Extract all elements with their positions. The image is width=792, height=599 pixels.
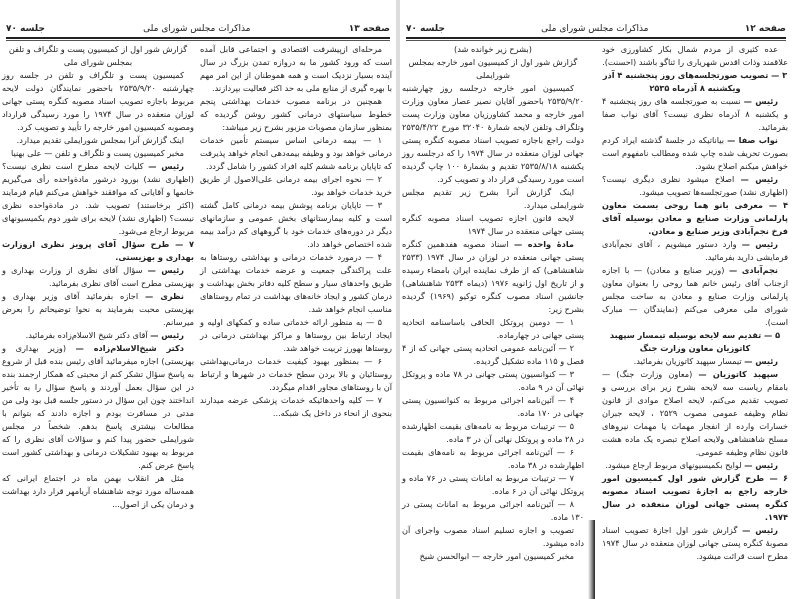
- paragraph: [2, 69, 194, 134]
- paragraph-text: مخبر کمیسیون امور خارجه — ابوالحسن شیخ: [419, 551, 574, 561]
- paragraph-text: سؤال آقای نظری از وزارت بهداری و بهزیستی مطرح است آقای نظری بفرمائید.: [2, 265, 194, 288]
- paragraph-text: ۷ — ترتیبات مربوط به امانات پستی در ۷۶ ماده و پروتکل نهائی آن در ۶ ماده.: [402, 473, 584, 496]
- section-heading: [602, 69, 788, 95]
- paragraph-text: ۶ — بمنظور بهبود کیفیت خدمات درمانی‌بهداشتی روستائیان و بالا بردن سطح خدمات در شهرها و ارتباط آن با روستاهای مجاور اقدام میگردد.: [200, 356, 392, 392]
- paragraph-text: گزارش شور اول از کمیسیون امور خارجه بمجلس شورایملی: [408, 57, 578, 80]
- paragraph: [402, 342, 584, 368]
- speaker-name: رئیس —: [744, 460, 778, 470]
- paragraph-text: تصویب و اجازه تسلیم اسناد مصوب واجرای آن داده میشود.: [402, 525, 584, 548]
- paragraph-text: اینک گزارش آنرا بشرح زیر تقدیم مجلس شورایملی میدارد.: [402, 187, 584, 210]
- speaker-name: دکتر شیخ‌الاسلام‌زاده —: [75, 343, 184, 353]
- paragraph-text: ۲ — نحوه اجرای بیمه درمانی علی‌الاصول از طریق خرید خدمات خواهد بود.: [200, 174, 392, 197]
- paragraph: [602, 459, 788, 472]
- paragraph-text: ۵ — به منظور ارائه خدماتی ساده و کمکهای اولیه و ایجاد ارتباط بین روستاها و مراکز بهداشتی درمانی در روستاها بهورز تربیت خواهد شد.: [200, 317, 392, 353]
- paragraph-text: اسناد مصوبه هفدهمین کنگره پستی جهانی منعقده در لوزان در سال ۱۹۷۴ (۲۵۳۳ شاهنشاهی) که از طرف نماینده ایران بامضاء رسیده و از تاریخ اول ژانویه ۱۹۷۶ (دیماه ۲۵۳۴ شاهنشاهی) جانشین اسناد مصوب کنگره توکیو (۱۹۶۹) گردیده بشرح زیر:: [402, 239, 584, 314]
- paragraph-text: ۲ — آئین‌نامه عمومی اتحادیه پستی جهانی که از ۴ فصل و ۱۱۵ ماده تشکیل گردیده.: [402, 343, 584, 366]
- paragraph: [200, 199, 392, 251]
- speaker-name: رئیس —: [741, 239, 778, 249]
- paragraph: [402, 43, 584, 56]
- paragraph-text: (وزیر صنایع و معادن) — با اجازه ازجناب آقای رئیس خانم هما روحی را بعنوان معاون پارلمانی وزارت صنایع و معادن به ساحت مجلس شورای ملی معرفی می‌کنم (نمایندگان — مبارک است).: [602, 265, 788, 327]
- paragraph: [402, 238, 584, 316]
- speaker-name: رئیس —: [148, 161, 185, 171]
- paragraph: [2, 264, 194, 290]
- paragraph-text: نسبت به صورتجلسه های روز پنجشنبه ۴ و یکشنبه ۸ آذرماه نظری نیست؟ آقای نواب صفا بفرمائید.: [602, 96, 788, 132]
- paragraph-text: اجازه بفرمائید آقای وزیر بهداری و بهزیستی محبت بفرمایند به نحوا توضیحاتم را بعرض میرسانم.: [2, 291, 194, 327]
- paragraph: [402, 186, 584, 212]
- paragraph-text: ۵ — تقدیم سه لایحه بوسیله تیمسار سپهبد کاتوزیان معاون وزارت جنگ: [609, 330, 781, 353]
- paragraph: [2, 147, 194, 160]
- page-number: صفحه ۱۲: [744, 24, 786, 34]
- paragraph-text: ۶ — آئین‌نامه اجرائی مربوط به نامه‌های بقیمت اظهارشده در ۳۸ ماده.: [402, 447, 584, 470]
- publication-title: مذاکرات مجلس شورای ملی: [143, 24, 251, 34]
- paragraph-text: ۳ — تصویب صورتجلسه‌های روز پنجشنبه ۴ آذر ویکشنبه ۸ آذرماه ۲۵۳۵: [602, 70, 788, 93]
- scan-edge-shadow: [588, 520, 595, 599]
- paragraph-text: (بشرح زیر خوانده شد): [454, 44, 532, 54]
- paragraph-text: کمیسیون امور خارجه درجلسه روز چهارشنبه ۲۵۳۵/۹/۲۰ باحضور آقایان نصیر عصار معاون وزارت امور خارجه و محمد کشاورزیان معاون وزارت پست وتلگراف وتلفن لایحه شمارهٔ ۳۲۰۴۰ مورخ ۲۵۳۵/۴/۲۲ دولت راجع باجازه تصویب اسناد مصوبه کنگره پستی جهانی لوزان منعقده در سال ۱۹۷۴ را که درجلسه روز یکشنبه ۲۵۳۵/۸/۱۸ تقدیم و بشمارهٔ ۱۰۰ چاپ گردیده است مورد رسیدگی قرار داد و تصویب کرد.: [402, 83, 584, 184]
- speaker-name: رئیس —: [742, 525, 778, 535]
- section-heading: [2, 238, 194, 264]
- paragraph: [402, 524, 584, 550]
- paragraph-text: گزارش شور اول از کمیسیون پست و تلگراف و تلفن بمجلس شورای ملی: [8, 44, 188, 67]
- paragraph: [2, 134, 194, 147]
- session-number: جلسه ۷۰: [6, 24, 45, 34]
- paragraph: [2, 160, 194, 238]
- right-page: [400, 0, 792, 599]
- paragraph: [602, 238, 788, 264]
- paragraph: [2, 329, 194, 342]
- paragraph: [2, 342, 194, 472]
- paragraph: [402, 550, 584, 563]
- paragraph: [602, 355, 788, 368]
- paragraph-text: آقای دکتر شیخ الاسلام‌زاده بفرمائید.: [25, 330, 148, 340]
- paragraph-text: همچنین در برنامه مصوب خدمات بهداشتی پنجم خطوط سیاستهای درمانی کشور روشن گردیده که بمنظور سازمان مصوبات مزبور بشرح زیر میباشد:: [200, 96, 392, 132]
- paragraph: [602, 264, 788, 329]
- speaker-name: نواب صفا —: [727, 135, 778, 145]
- paragraph-text: ۷ — کلیه واحدهائیکه خدمات پزشکی عرضه میدارند بنحوی از انحاء در داخل یک شبکه...: [200, 395, 392, 418]
- paragraph: [2, 43, 194, 69]
- paragraph-text: ۱ — دومین پروتکل الحاقی باساسنامه اتحادیه پستی جهانی در چهارماده.: [402, 317, 584, 340]
- page-number: صفحه ۱۳: [348, 24, 390, 34]
- paragraph-text: بیاناتیکه در جلسهٔ گذشته ایراد کردم بصورت تحریف شده چاپ شده ومطالب نامفهوم است خواهش میکنم اصلاح بشود.: [602, 135, 788, 171]
- paragraph-text: ۷ — طرح سؤال آقای پرویز نظری ازوزارت بهداری و بهزیستی.: [2, 239, 194, 262]
- session-number: جلسه ۷۰: [406, 24, 445, 34]
- paragraph: [200, 355, 392, 394]
- speaker-name: نظری —: [145, 291, 184, 301]
- paragraph: [402, 472, 584, 498]
- paragraph: [402, 446, 584, 472]
- paragraph-text: کلیات لایحه مطرح است نظری نیست؟ (اظهاری نشد) بورود درشور مادةواحده رأی می‌گیریم خانمها و آقایانی که موافقند خواهش می‌کنم قیام فرمایند (اکثر برخاستند) تصویب شد. در مادةواحده نظری نیست؟ (اظهاری نشد) لایحه برای شور دوم بکمیسیونهای مربوط ارجاع می‌شود.: [2, 161, 194, 236]
- paragraph-text: لوایح بکمیسیونهای مربوط ارجاع میشود.: [605, 460, 742, 470]
- speaker-name: رئیس —: [740, 174, 778, 184]
- header-rule: [406, 37, 786, 41]
- paragraph-text: ۴ — درمورد خدمات درمانی و بهداشتی روستاها به علت پراکندگی جمعیت و عرضه خدمات‌ بهداشتی از طریق واحدهای سیار و سطح کلیه دفاتر بخش بهداشت و درمان کشور و ایجاد خانه‌های بهداشت در تمام روستاهای مناسب انجام خواهد شد.: [200, 252, 392, 314]
- paragraph: [402, 56, 584, 82]
- paragraph-text: تیمسار سپهبد کاتوزیان بفرمائید.: [633, 356, 742, 366]
- paragraph-text: (معاون وزارت جنگ) — بامقام ریاست سه لایحه بشرح زیر برای بررسی و تصویب تقدیم می‌کنم، لایحه اصلاح موادی از قانون نظام وظیفه عمومی مصوب ۲۵۲۹ ، لایحه جبران خسارات وارده از انفجار مهمات یا مهمات نیروهای مسلح شاهنشاهی ولایحه اصلاح تبصره یک ماده هشت قانون نظام وظیفه عمومی.: [602, 369, 788, 457]
- speaker-name: رئیس —: [743, 96, 778, 106]
- paragraph-text: ۶ — طرح گزارش شور اول کمیسیون امور خارجه راجع به اجازهٔ تصویب اسناد مصوبه کنگره پستی جهانی لوزان منعقده در سال ۱۹۷۴.: [602, 473, 788, 522]
- paragraph-text: مرحله‌ای ازپیشرفت اقتصادی و اجتماعی قابل آمده است که ورود کشور ما به دروازه تمدن بزرگ در سال آینده بسیار نزدیک است و همه هموطنان از این امر مهم با بهره گیری از منابع ملی به حد اکثر فعالیت بپردازند.: [200, 44, 392, 93]
- section-heading: [602, 329, 788, 355]
- paragraph-text: ۴ — معرفی بانو هما روحی بسمت معاون پارلمانی وزارت صنایع و معادن بوسیله آقای فرخ نجم‌آبادی وزیر صنایع و معادن.: [602, 200, 788, 236]
- paragraph: [402, 420, 584, 446]
- paragraph-text: ۳ — تاپایان برنامه پوشش بیمه درمانی کامل گشته است و کلیه بیمارستانهای بخش عمومی و سازمانهای دیگر در دوره‌های خدمات خود با گروههای کم درآمد بیمه شده اختصاص خواهد داد.: [200, 200, 392, 249]
- paragraph: [602, 134, 788, 173]
- paragraph: [2, 290, 194, 329]
- paragraph-text: گزارش شور اول اجازهٔ تصویب اسناد مصوبهٔ کنگره پستی جهانی لوزان منعقده در سال ۱۹۷۴ مطرح است قرائت میشود.: [602, 525, 788, 561]
- paragraph: [200, 173, 392, 199]
- publication-title: مذاکرات مجلس شورای ملی: [541, 24, 649, 34]
- speaker-name: سپهبد کاتوزیان —: [698, 369, 778, 379]
- paragraph-text: اصلاح میشود نظری دیگری نیست؟ (اظهاری نشد) صورتجلسه‌ها تصویب میشود.: [602, 174, 788, 197]
- speaker-name: رئیس —: [150, 330, 184, 340]
- paragraph: [602, 43, 788, 69]
- section-heading: [602, 199, 788, 238]
- paragraph-text: لایحه قانون اجازه تصویب اسناد مصوبه کنگره پستی جهانی منعقده در سال ۱۹۷۴: [402, 213, 584, 236]
- paragraph: [602, 95, 788, 134]
- paragraph: [402, 394, 584, 420]
- paragraph-text: ۱ — بیمه درمانی اساس سیستم تأمین خدمات درمانی خواهد بود و وظیفه بیمه‌دهی انجام خواهد پذیرفت که تاپایان برنامه ششم کلیه افراد کشور را شامل گردد.: [200, 135, 392, 171]
- text-column-left: [200, 43, 392, 420]
- paragraph-text: ۴ — آئین‌نامه اجرائی مربوط به کنوانسیون پستی جهانی در ۱۷۰ ماده.: [402, 395, 584, 418]
- paragraph-text: مخبر کمیسیون پست و تلگراف و تلفن — علی بهنیا: [11, 148, 184, 158]
- paragraph: [200, 43, 392, 95]
- paragraph: [402, 316, 584, 342]
- paragraph: [402, 82, 584, 186]
- paragraph-text: عده کثیری از مردم شمال بکار کشاورزی خود علاقمند وذات اقدس شهریاری را ثناگو باشند (احسنت).: [602, 44, 788, 67]
- paragraph-text: ۵ — ترتیبات مربوط به نامه‌های بقیمت اظهارشده در ۲۸ ماده و پروتکل نهائی آن در ۳ ماده.: [402, 421, 584, 444]
- page-header: [6, 21, 390, 37]
- speaker-name: نجم‌آبادی —: [728, 265, 778, 275]
- paragraph-text: ۸ — آئین‌نامه اجرائی مربوط به امانات پستی در ۱۳۰ ماده.: [402, 499, 584, 522]
- speaker-name: رئیس —: [147, 265, 184, 275]
- speaker-name: رئیس —: [744, 356, 778, 366]
- paragraph-text: وارد دستور میشویم ، آقای نجم‌آبادی فرمایشی دارید بفرمائید.: [602, 239, 788, 262]
- text-column-right: [2, 43, 194, 511]
- paragraph: [200, 95, 392, 134]
- page-header: [406, 21, 786, 37]
- paragraph: [200, 394, 392, 420]
- paragraph: [602, 368, 788, 459]
- paragraph: [402, 368, 584, 394]
- section-heading: [602, 472, 788, 524]
- paragraph-text: کمیسیون پست و تلگراف و تلفن در جلسه روز چهارشنبه ۲۵۳۵/۹/۲۰ باحضور نمایندگان دولت لایحه مربوط باجازه تصویب اسناد مصوبه کنگره پستی جهانی لوزان منعقده در سال ۱۹۷۴ را مورد رسیدگی قرارداد ومصوبه کمیسیون امور خارجه را تأیید و تصویب کرد.: [2, 70, 195, 132]
- paragraph: [402, 212, 584, 238]
- text-column-right: [602, 43, 788, 563]
- paragraph-text: (وزیر بهداری و بهزیستی) اجازه میفرمائید آقای رئیس بنده قبل از شروع به پاسخ سؤال تشکر کنم از محبتی که همکار ارجمند بنده در این سؤال بعمل آوردند و پاسخ سؤال را به تأخیر انداختند چون این سؤال در دستور جلسه قبل بود ولی من مدتی در مسافرت بودم و اجازه دادند که بتوانم با مطالعات بیشتری پاسخ بدهم. شخصاً در مجلس شورایملی حضور پیدا کنم و سؤالات آقای نظری را که مربوط به بهبود تشکیلات درمانی و بهداشتی کشور است پاسخ عرض کنم.: [2, 343, 194, 470]
- paragraph-text: ۳ — کنوانسیون پستی جهانی در ۷۸ ماده و پروتکل نهائی آن در ۹ ماده.: [402, 369, 584, 392]
- paragraph: [602, 173, 788, 199]
- paragraph: [200, 251, 392, 316]
- paragraph: [402, 498, 584, 524]
- paragraph: [2, 472, 194, 511]
- speaker-name: مادهٔ واحده —: [513, 239, 574, 249]
- paragraph: [200, 134, 392, 173]
- paragraph: [602, 524, 788, 563]
- header-rule: [6, 37, 390, 41]
- paragraph-text: مثل هر انقلاب بهمن ماه در اجتماع ایرانی که همه‌ساله مورد توجه شاهنشاه آریامهر قرار دارد بهداشت و درمان یکی از اصول...: [2, 473, 194, 509]
- paragraph: [200, 316, 392, 355]
- paragraph-text: اینک گزارش آنرا بمجلس شورایملی تقدیم میدارد.: [16, 135, 184, 145]
- text-column-left: [402, 43, 584, 563]
